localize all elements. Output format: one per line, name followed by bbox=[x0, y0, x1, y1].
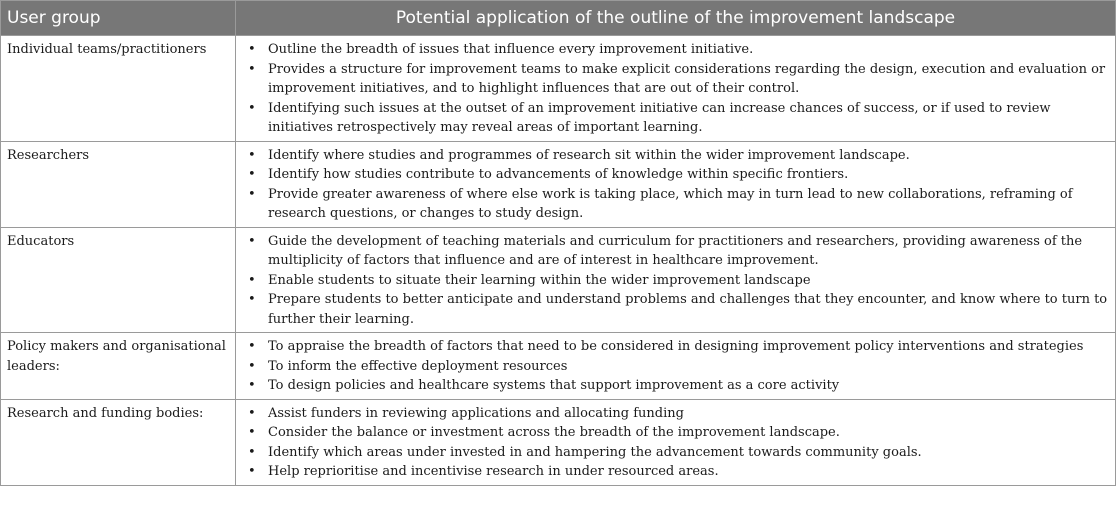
application-cell bbox=[236, 333, 1116, 400]
user-group-cell: Policy makers and organisational leaders: bbox=[1, 333, 236, 400]
table-row bbox=[1, 141, 1116, 227]
list-item: • Help reprioritise and incentivise research in under resourced areas. bbox=[268, 462, 1109, 482]
list-item: • Guide the development of teaching materials and curriculum for practitioners and researchers, providing awareness of the multiplicity of factors that influence and are of interest in healthcare improvement. bbox=[268, 232, 1109, 271]
application-cell bbox=[236, 36, 1116, 142]
table-row bbox=[1, 227, 1116, 333]
list-item: • Prepare students to better anticipate and understand problems and challenges that they encounter, and know where to turn to further their learning. bbox=[268, 290, 1109, 329]
user-group-cell: Individual teams/practitioners bbox=[1, 36, 236, 142]
table-row bbox=[1, 333, 1116, 400]
table-row bbox=[1, 36, 1116, 142]
table-row bbox=[1, 399, 1116, 485]
user-group-cell: Research and funding bodies: bbox=[1, 399, 236, 485]
list-item: • Assist funders in reviewing applications and allocating funding bbox=[268, 404, 1109, 424]
list-item: • Identifying such issues at the outset of an improvement initiative can increase chances of success, or if used to review initiatives retrospectively may reveal areas of important learning. bbox=[268, 99, 1109, 138]
list-item: • Outline the breadth of issues that influence every improvement initiative. bbox=[268, 40, 1109, 60]
application-list bbox=[242, 404, 1109, 482]
application-cell bbox=[236, 399, 1116, 485]
list-item: • Enable students to situate their learning within the wider improvement landscape bbox=[268, 271, 1109, 291]
header-row bbox=[1, 1, 1116, 36]
application-list bbox=[242, 337, 1109, 396]
header-potential-application: Potential application of the outline of the improvement landscape bbox=[236, 1, 1116, 36]
list-item: • Provides a structure for improvement teams to make explicit considerations regarding the design, execution and evaluation or improvement initiatives, and to highlight influences that are out of their control. bbox=[268, 60, 1109, 99]
header-user-group: User group bbox=[1, 1, 236, 36]
application-cell bbox=[236, 141, 1116, 227]
list-item: • Identify which areas under invested in and hampering the advancement towards community goals. bbox=[268, 443, 1109, 463]
application-list bbox=[242, 232, 1109, 330]
user-group-cell: Educators bbox=[1, 227, 236, 333]
list-item: • Consider the balance or investment across the breadth of the improvement landscape. bbox=[268, 423, 1109, 443]
list-item: • Provide greater awareness of where else work is taking place, which may in turn lead to new collaborations, reframing of research questions, or changes to study design. bbox=[268, 185, 1109, 224]
application-list bbox=[242, 40, 1109, 138]
list-item: • To appraise the breadth of factors that need to be considered in designing improvement policy interventions and strategies bbox=[268, 337, 1109, 357]
list-item: • Identify where studies and programmes of research sit within the wider improvement landscape. bbox=[268, 146, 1109, 166]
application-list bbox=[242, 146, 1109, 224]
list-item: • Identify how studies contribute to advancements of knowledge within specific frontiers. bbox=[268, 165, 1109, 185]
list-item: • To inform the effective deployment resources bbox=[268, 357, 1109, 377]
application-cell bbox=[236, 227, 1116, 333]
user-group-cell: Researchers bbox=[1, 141, 236, 227]
list-item: • To design policies and healthcare systems that support improvement as a core activity bbox=[268, 376, 1109, 396]
